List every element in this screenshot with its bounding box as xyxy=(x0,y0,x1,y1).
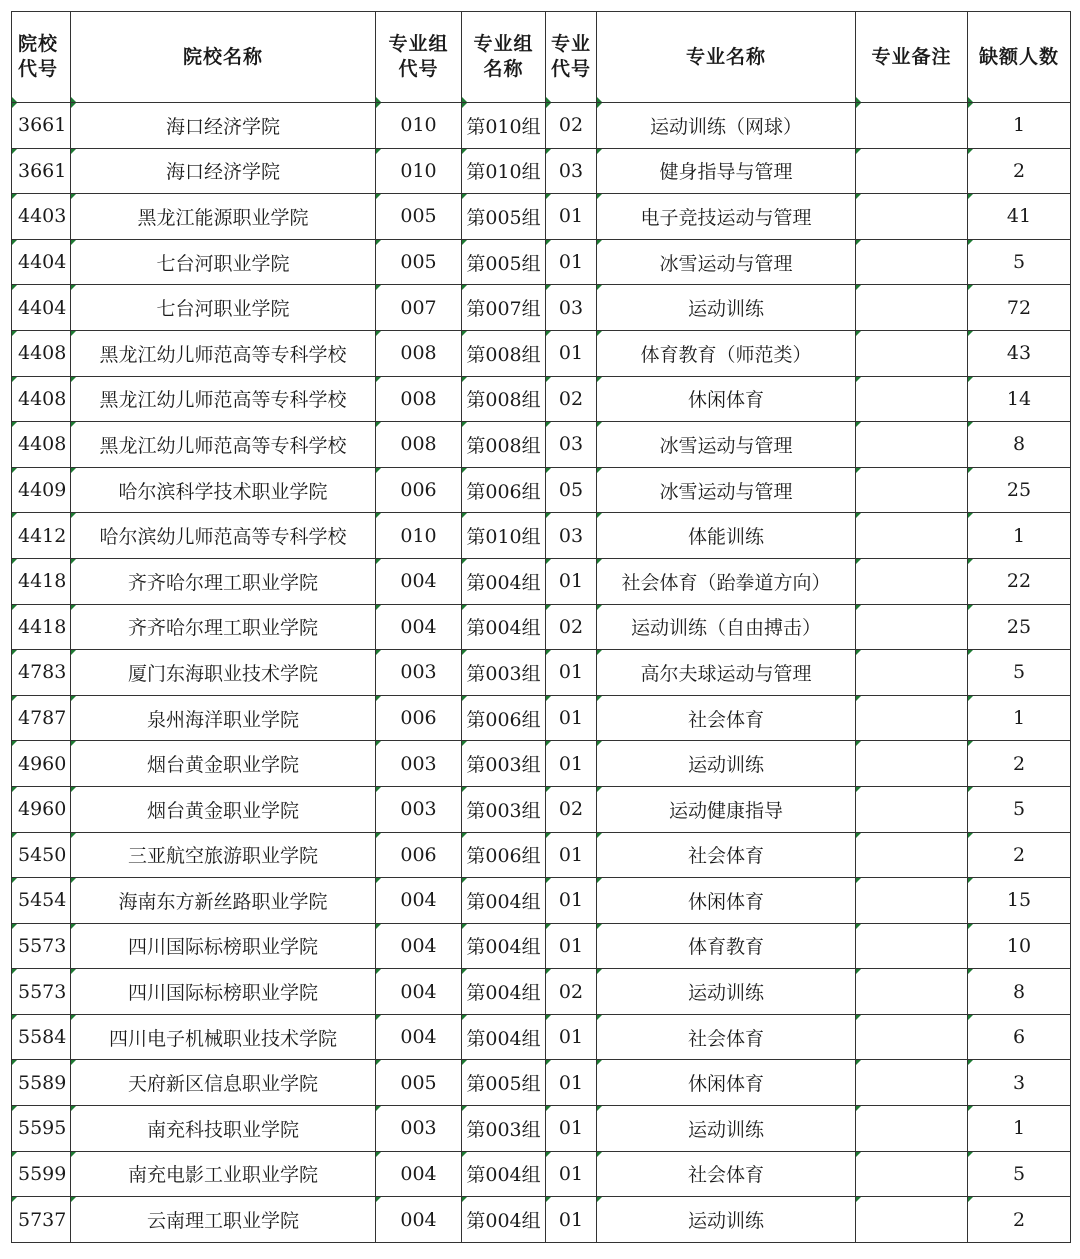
group-name-cell: 第003组 xyxy=(462,650,546,696)
school-name-cell: 天府新区信息职业学院 xyxy=(71,1060,376,1106)
group-code-cell: 006 xyxy=(376,467,462,513)
major-name-cell: 冰雪运动与管理 xyxy=(597,422,856,468)
vacancy-count-cell: 72 xyxy=(968,285,1071,331)
school-code-cell: 5573 xyxy=(12,969,71,1015)
group-code-cell: 004 xyxy=(376,1014,462,1060)
group-code-cell: 004 xyxy=(376,923,462,969)
group-code-cell: 004 xyxy=(376,969,462,1015)
group-code-cell: 008 xyxy=(376,422,462,468)
table-row xyxy=(12,239,1071,285)
table-row xyxy=(12,330,1071,376)
group-name-cell: 第004组 xyxy=(462,1197,546,1243)
vacancy-count-cell: 2 xyxy=(968,832,1071,878)
vacancy-count-cell: 5 xyxy=(968,786,1071,832)
major-name-cell: 社会体育 xyxy=(597,695,856,741)
school-code-cell: 5737 xyxy=(12,1197,71,1243)
major-name-cell: 运动训练 xyxy=(597,1106,856,1152)
vacancy-count-cell: 5 xyxy=(968,239,1071,285)
table-row xyxy=(12,1197,1071,1243)
vacancy-count-cell: 25 xyxy=(968,604,1071,650)
vacancy-table xyxy=(11,11,1071,1243)
vacancy-count-cell: 25 xyxy=(968,467,1071,513)
group-name-cell: 第003组 xyxy=(462,786,546,832)
vacancy-count-cell: 1 xyxy=(968,1106,1071,1152)
school-code-cell: 4418 xyxy=(12,558,71,604)
vacancy-count-cell: 2 xyxy=(968,1197,1071,1243)
major-code-cell: 03 xyxy=(546,285,597,331)
school-code-cell: 5599 xyxy=(12,1151,71,1197)
major-note-cell xyxy=(856,786,968,832)
table-body xyxy=(12,103,1071,1243)
group-code-cell: 003 xyxy=(376,650,462,696)
group-code-cell: 004 xyxy=(376,1151,462,1197)
group-name-cell: 第006组 xyxy=(462,832,546,878)
vacancy-count-cell: 41 xyxy=(968,194,1071,240)
table-row xyxy=(12,878,1071,924)
school-name-cell: 厦门东海职业技术学院 xyxy=(71,650,376,696)
table-row xyxy=(12,558,1071,604)
group-code-cell: 006 xyxy=(376,832,462,878)
school-code-cell: 5595 xyxy=(12,1106,71,1152)
school-code-cell: 4408 xyxy=(12,376,71,422)
group-name-cell: 第010组 xyxy=(462,103,546,149)
major-note-cell xyxy=(856,1151,968,1197)
table-row xyxy=(12,1060,1071,1106)
school-code-cell: 3661 xyxy=(12,103,71,149)
table-header xyxy=(12,12,1071,103)
group-code-cell: 008 xyxy=(376,330,462,376)
major-note-cell xyxy=(856,467,968,513)
table-row xyxy=(12,513,1071,559)
school-name-cell: 南充电影工业职业学院 xyxy=(71,1151,376,1197)
group-code-cell: 010 xyxy=(376,103,462,149)
school-code-cell: 5450 xyxy=(12,832,71,878)
school-code-cell: 4404 xyxy=(12,239,71,285)
school-code-cell: 5589 xyxy=(12,1060,71,1106)
major-note-cell xyxy=(856,832,968,878)
table-row xyxy=(12,650,1071,696)
school-name-cell: 四川国际标榜职业学院 xyxy=(71,923,376,969)
group-code-cell: 008 xyxy=(376,376,462,422)
major-note-cell xyxy=(856,1060,968,1106)
major-name-cell: 高尔夫球运动与管理 xyxy=(597,650,856,696)
major-note-cell xyxy=(856,741,968,787)
major-note-cell xyxy=(856,878,968,924)
table-row xyxy=(12,741,1071,787)
major-note-cell xyxy=(856,695,968,741)
major-name-cell: 休闲体育 xyxy=(597,376,856,422)
table-row xyxy=(12,604,1071,650)
vacancy-count-cell: 8 xyxy=(968,422,1071,468)
major-code-cell: 01 xyxy=(546,878,597,924)
major-name-cell: 运动训练 xyxy=(597,969,856,1015)
major-name-cell: 运动训练（网球） xyxy=(597,103,856,149)
school-code-cell: 4783 xyxy=(12,650,71,696)
school-code-cell: 4409 xyxy=(12,467,71,513)
group-name-cell: 第004组 xyxy=(462,923,546,969)
school-name-cell: 海南东方新丝路职业学院 xyxy=(71,878,376,924)
major-code-cell: 01 xyxy=(546,239,597,285)
group-name-cell: 第004组 xyxy=(462,558,546,604)
major-code-cell: 02 xyxy=(546,969,597,1015)
table-row xyxy=(12,103,1071,149)
school-code-cell: 3661 xyxy=(12,148,71,194)
major-name-cell: 体育教育（师范类） xyxy=(597,330,856,376)
table-row xyxy=(12,467,1071,513)
school-code-cell: 4403 xyxy=(12,194,71,240)
major-code-cell: 01 xyxy=(546,832,597,878)
major-note-cell xyxy=(856,1014,968,1060)
school-code-cell: 4412 xyxy=(12,513,71,559)
group-name-cell: 第004组 xyxy=(462,969,546,1015)
group-code-cell: 004 xyxy=(376,1197,462,1243)
school-code-cell: 4787 xyxy=(12,695,71,741)
major-name-cell: 运动训练 xyxy=(597,285,856,331)
major-code-cell: 03 xyxy=(546,422,597,468)
major-code-cell: 01 xyxy=(546,695,597,741)
table-row xyxy=(12,786,1071,832)
school-code-cell: 4404 xyxy=(12,285,71,331)
major-name-cell: 体能训练 xyxy=(597,513,856,559)
table-row xyxy=(12,1151,1071,1197)
group-name-cell: 第003组 xyxy=(462,1106,546,1152)
major-code-cell: 01 xyxy=(546,194,597,240)
group-name-cell: 第006组 xyxy=(462,695,546,741)
major-name-cell: 体育教育 xyxy=(597,923,856,969)
vacancy-count-cell: 14 xyxy=(968,376,1071,422)
vacancy-count-cell: 1 xyxy=(968,103,1071,149)
table-row xyxy=(12,148,1071,194)
group-code-cell: 005 xyxy=(376,239,462,285)
school-name-cell: 七台河职业学院 xyxy=(71,239,376,285)
group-code-cell: 003 xyxy=(376,786,462,832)
group-name-cell: 第005组 xyxy=(462,194,546,240)
major-name-cell: 运动训练 xyxy=(597,741,856,787)
group-code-cell: 007 xyxy=(376,285,462,331)
major-note-cell xyxy=(856,923,968,969)
vacancy-count-cell: 1 xyxy=(968,513,1071,559)
vacancy-count-cell: 5 xyxy=(968,650,1071,696)
group-code-header: 专业组 代号 xyxy=(376,12,462,103)
major-note-cell xyxy=(856,376,968,422)
table-row xyxy=(12,969,1071,1015)
major-note-cell xyxy=(856,103,968,149)
school-name-cell: 烟台黄金职业学院 xyxy=(71,741,376,787)
group-name-cell: 第004组 xyxy=(462,1014,546,1060)
major-name-cell: 社会体育 xyxy=(597,1151,856,1197)
school-name-cell: 黑龙江能源职业学院 xyxy=(71,194,376,240)
major-note-cell xyxy=(856,1197,968,1243)
major-code-cell: 02 xyxy=(546,786,597,832)
major-name-cell: 休闲体育 xyxy=(597,1060,856,1106)
vacancy-count-cell: 2 xyxy=(968,148,1071,194)
major-code-cell: 01 xyxy=(546,1014,597,1060)
school-code-cell: 5454 xyxy=(12,878,71,924)
major-note-cell xyxy=(856,148,968,194)
major-code-cell: 03 xyxy=(546,513,597,559)
vacancy-count-cell: 10 xyxy=(968,923,1071,969)
major-name-cell: 运动训练 xyxy=(597,1197,856,1243)
major-code-cell: 02 xyxy=(546,103,597,149)
major-code-cell: 01 xyxy=(546,741,597,787)
school-name-cell: 海口经济学院 xyxy=(71,103,376,149)
major-code-header: 专业 代号 xyxy=(546,12,597,103)
table-row xyxy=(12,832,1071,878)
table-row xyxy=(12,923,1071,969)
table-row xyxy=(12,1106,1071,1152)
school-name-cell: 黑龙江幼儿师范高等专科学校 xyxy=(71,422,376,468)
vacancy-count-cell: 3 xyxy=(968,1060,1071,1106)
school-name-cell: 南充科技职业学院 xyxy=(71,1106,376,1152)
group-name-cell: 第004组 xyxy=(462,878,546,924)
major-note-cell xyxy=(856,285,968,331)
major-note-cell xyxy=(856,650,968,696)
group-name-cell: 第004组 xyxy=(462,604,546,650)
group-name-header: 专业组 名称 xyxy=(462,12,546,103)
group-name-cell: 第004组 xyxy=(462,1151,546,1197)
major-note-cell xyxy=(856,422,968,468)
vacancy-count-cell: 8 xyxy=(968,969,1071,1015)
header-row xyxy=(12,12,1071,103)
major-name-cell: 冰雪运动与管理 xyxy=(597,467,856,513)
major-note-cell xyxy=(856,194,968,240)
school-name-cell: 齐齐哈尔理工职业学院 xyxy=(71,604,376,650)
school-name-cell: 齐齐哈尔理工职业学院 xyxy=(71,558,376,604)
vacancy-count-cell: 15 xyxy=(968,878,1071,924)
school-name-cell: 泉州海洋职业学院 xyxy=(71,695,376,741)
group-name-cell: 第008组 xyxy=(462,422,546,468)
school-code-cell: 4418 xyxy=(12,604,71,650)
major-code-cell: 02 xyxy=(546,604,597,650)
vacancy-count-cell: 22 xyxy=(968,558,1071,604)
vacancy-count-cell: 43 xyxy=(968,330,1071,376)
school-code-cell: 4960 xyxy=(12,741,71,787)
major-name-cell: 社会体育（跆拳道方向） xyxy=(597,558,856,604)
major-name-cell: 休闲体育 xyxy=(597,878,856,924)
major-code-cell: 01 xyxy=(546,923,597,969)
major-code-cell: 01 xyxy=(546,650,597,696)
major-note-header: 专业备注 xyxy=(856,12,968,103)
group-name-cell: 第005组 xyxy=(462,239,546,285)
major-code-cell: 01 xyxy=(546,1106,597,1152)
group-name-cell: 第006组 xyxy=(462,467,546,513)
major-name-cell: 社会体育 xyxy=(597,1014,856,1060)
major-note-cell xyxy=(856,239,968,285)
group-code-cell: 004 xyxy=(376,604,462,650)
vacancy-count-cell: 2 xyxy=(968,741,1071,787)
school-code-cell: 5573 xyxy=(12,923,71,969)
school-name-header: 院校名称 xyxy=(71,12,376,103)
school-name-cell: 七台河职业学院 xyxy=(71,285,376,331)
table-row xyxy=(12,285,1071,331)
major-name-cell: 社会体育 xyxy=(597,832,856,878)
school-name-cell: 哈尔滨幼儿师范高等专科学校 xyxy=(71,513,376,559)
vacancy-count-header: 缺额人数 xyxy=(968,12,1071,103)
major-name-header: 专业名称 xyxy=(597,12,856,103)
school-code-cell: 4408 xyxy=(12,330,71,376)
group-code-cell: 003 xyxy=(376,1106,462,1152)
major-code-cell: 05 xyxy=(546,467,597,513)
major-name-cell: 健身指导与管理 xyxy=(597,148,856,194)
major-code-cell: 01 xyxy=(546,1060,597,1106)
major-code-cell: 01 xyxy=(546,330,597,376)
major-note-cell xyxy=(856,558,968,604)
major-note-cell xyxy=(856,513,968,559)
group-code-cell: 005 xyxy=(376,194,462,240)
group-name-cell: 第010组 xyxy=(462,513,546,559)
school-name-cell: 四川国际标榜职业学院 xyxy=(71,969,376,1015)
school-code-header: 院校 代号 xyxy=(12,12,71,103)
school-name-cell: 黑龙江幼儿师范高等专科学校 xyxy=(71,330,376,376)
group-code-cell: 004 xyxy=(376,878,462,924)
school-name-cell: 四川电子机械职业技术学院 xyxy=(71,1014,376,1060)
group-code-cell: 005 xyxy=(376,1060,462,1106)
group-name-cell: 第010组 xyxy=(462,148,546,194)
table-row xyxy=(12,695,1071,741)
school-name-cell: 哈尔滨科学技术职业学院 xyxy=(71,467,376,513)
vacancy-count-cell: 5 xyxy=(968,1151,1071,1197)
major-note-cell xyxy=(856,330,968,376)
group-name-cell: 第003组 xyxy=(462,741,546,787)
major-note-cell xyxy=(856,1106,968,1152)
school-code-cell: 5584 xyxy=(12,1014,71,1060)
major-name-cell: 冰雪运动与管理 xyxy=(597,239,856,285)
vacancy-count-cell: 1 xyxy=(968,695,1071,741)
major-note-cell xyxy=(856,604,968,650)
school-code-cell: 4960 xyxy=(12,786,71,832)
group-name-cell: 第008组 xyxy=(462,330,546,376)
school-code-cell: 4408 xyxy=(12,422,71,468)
table-row xyxy=(12,194,1071,240)
group-name-cell: 第008组 xyxy=(462,376,546,422)
table-row xyxy=(12,422,1071,468)
vacancy-count-cell: 6 xyxy=(968,1014,1071,1060)
table-row xyxy=(12,376,1071,422)
major-code-cell: 01 xyxy=(546,1197,597,1243)
table-row xyxy=(12,1014,1071,1060)
school-name-cell: 三亚航空旅游职业学院 xyxy=(71,832,376,878)
group-code-cell: 003 xyxy=(376,741,462,787)
major-code-cell: 01 xyxy=(546,558,597,604)
major-code-cell: 01 xyxy=(546,1151,597,1197)
major-name-cell: 运动训练（自由搏击） xyxy=(597,604,856,650)
major-name-cell: 运动健康指导 xyxy=(597,786,856,832)
group-code-cell: 010 xyxy=(376,148,462,194)
group-code-cell: 010 xyxy=(376,513,462,559)
major-code-cell: 03 xyxy=(546,148,597,194)
major-code-cell: 02 xyxy=(546,376,597,422)
school-name-cell: 云南理工职业学院 xyxy=(71,1197,376,1243)
group-code-cell: 004 xyxy=(376,558,462,604)
group-code-cell: 006 xyxy=(376,695,462,741)
major-name-cell: 电子竞技运动与管理 xyxy=(597,194,856,240)
major-note-cell xyxy=(856,969,968,1015)
group-name-cell: 第007组 xyxy=(462,285,546,331)
school-name-cell: 黑龙江幼儿师范高等专科学校 xyxy=(71,376,376,422)
group-name-cell: 第005组 xyxy=(462,1060,546,1106)
school-name-cell: 烟台黄金职业学院 xyxy=(71,786,376,832)
school-name-cell: 海口经济学院 xyxy=(71,148,376,194)
